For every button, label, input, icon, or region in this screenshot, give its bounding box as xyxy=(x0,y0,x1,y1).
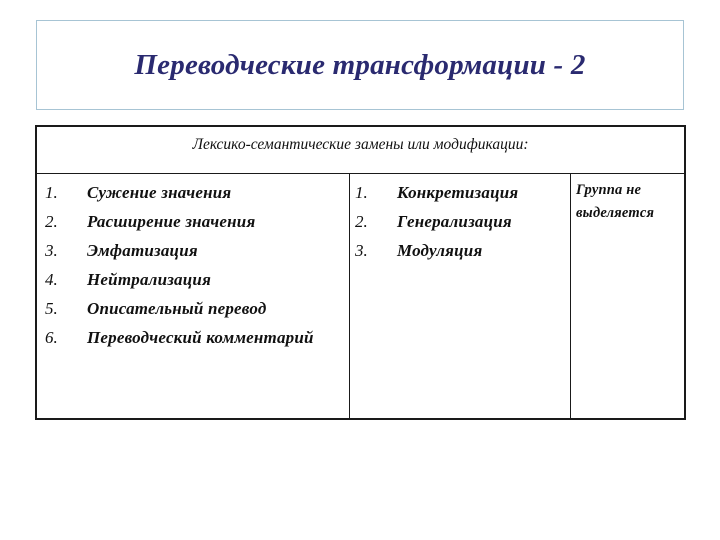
list-item-label: Конкретизация xyxy=(397,183,519,202)
table-header-row xyxy=(37,127,684,174)
list-item xyxy=(355,236,567,265)
list-item-number: 3. xyxy=(355,241,368,260)
transformations-table xyxy=(35,125,686,420)
list-item-label: Модуляция xyxy=(397,241,483,260)
title-box xyxy=(36,20,684,110)
table-header: Лексико-семантические замены или модификации: xyxy=(192,136,529,153)
list-item-label: Нейтрализация xyxy=(87,270,212,289)
column3-note: Группа не выделяется xyxy=(576,182,655,221)
list-item xyxy=(45,207,335,236)
list-item xyxy=(45,294,335,323)
list-item-label: Генерализация xyxy=(397,212,512,231)
list-item xyxy=(355,178,567,207)
list-item xyxy=(45,236,335,265)
column2-list xyxy=(355,178,567,265)
column-divider xyxy=(349,174,350,420)
list-item-number: 1. xyxy=(45,183,58,202)
column-divider xyxy=(570,174,571,420)
list-item xyxy=(45,323,335,352)
list-item-number: 2. xyxy=(45,212,58,231)
slide-title: Переводческие трансформации - 2 xyxy=(134,48,586,81)
list-item-number: 1. xyxy=(355,183,368,202)
list-item-number: 6. xyxy=(45,328,58,347)
list-item-number: 2. xyxy=(355,212,368,231)
list-item-number: 5. xyxy=(45,299,58,318)
list-item xyxy=(45,178,335,207)
list-item xyxy=(45,265,335,294)
list-item-label: Переводческий комментарий xyxy=(87,328,314,347)
column1-list xyxy=(45,178,335,352)
list-item xyxy=(355,207,567,236)
list-item-number: 4. xyxy=(45,270,58,289)
list-item-label: Сужение значения xyxy=(87,183,232,202)
list-item-label: Эмфатизация xyxy=(87,241,198,260)
list-item-label: Расширение значения xyxy=(87,212,256,231)
list-item-number: 3. xyxy=(45,241,58,260)
list-item-label: Описательный перевод xyxy=(87,299,267,318)
